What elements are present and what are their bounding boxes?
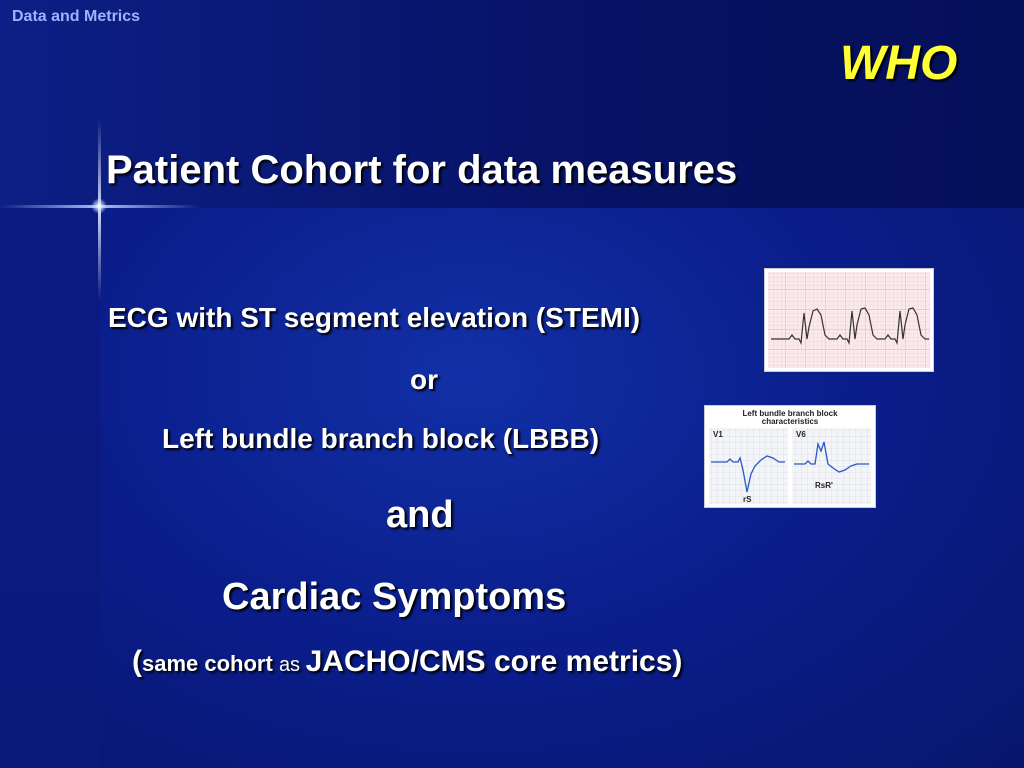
organization-label: WHO [840,37,958,90]
criteria-and: and [386,494,454,536]
criteria-or: or [410,364,438,395]
lbbb-ecg-image [704,405,876,508]
stemi-ecg-image [764,268,934,372]
same-cohort-text: same cohort [142,651,279,676]
as-text: as [278,654,306,676]
criteria-lbbb: Left bundle branch block (LBBB) [162,423,600,454]
criteria-cohort-note [132,645,682,679]
stemi-ecg-graphic [765,269,933,371]
lead-v1-label: V1 [713,430,723,439]
criteria-symptoms: Cardiac Symptoms [222,576,567,618]
lbbb-figure-title-2: characteristics [761,417,819,426]
section-label: Data and Metrics [12,8,141,25]
light-flare-center [91,198,107,214]
core-metrics-text: JACHO/CMS core metrics) [305,645,683,678]
lbbb-ecg-graphic [705,406,875,507]
slide-title: Patient Cohort for data measures [106,148,738,192]
lbbb-figure-title-1: Left bundle branch block [742,409,838,418]
criteria-stemi: ECG with ST segment elevation (STEMI) [108,302,641,333]
rsr-label: RsR' [815,481,833,490]
open-paren: ( [132,645,142,678]
lead-v6-label: V6 [796,430,806,439]
rs-label: rS [743,495,752,504]
